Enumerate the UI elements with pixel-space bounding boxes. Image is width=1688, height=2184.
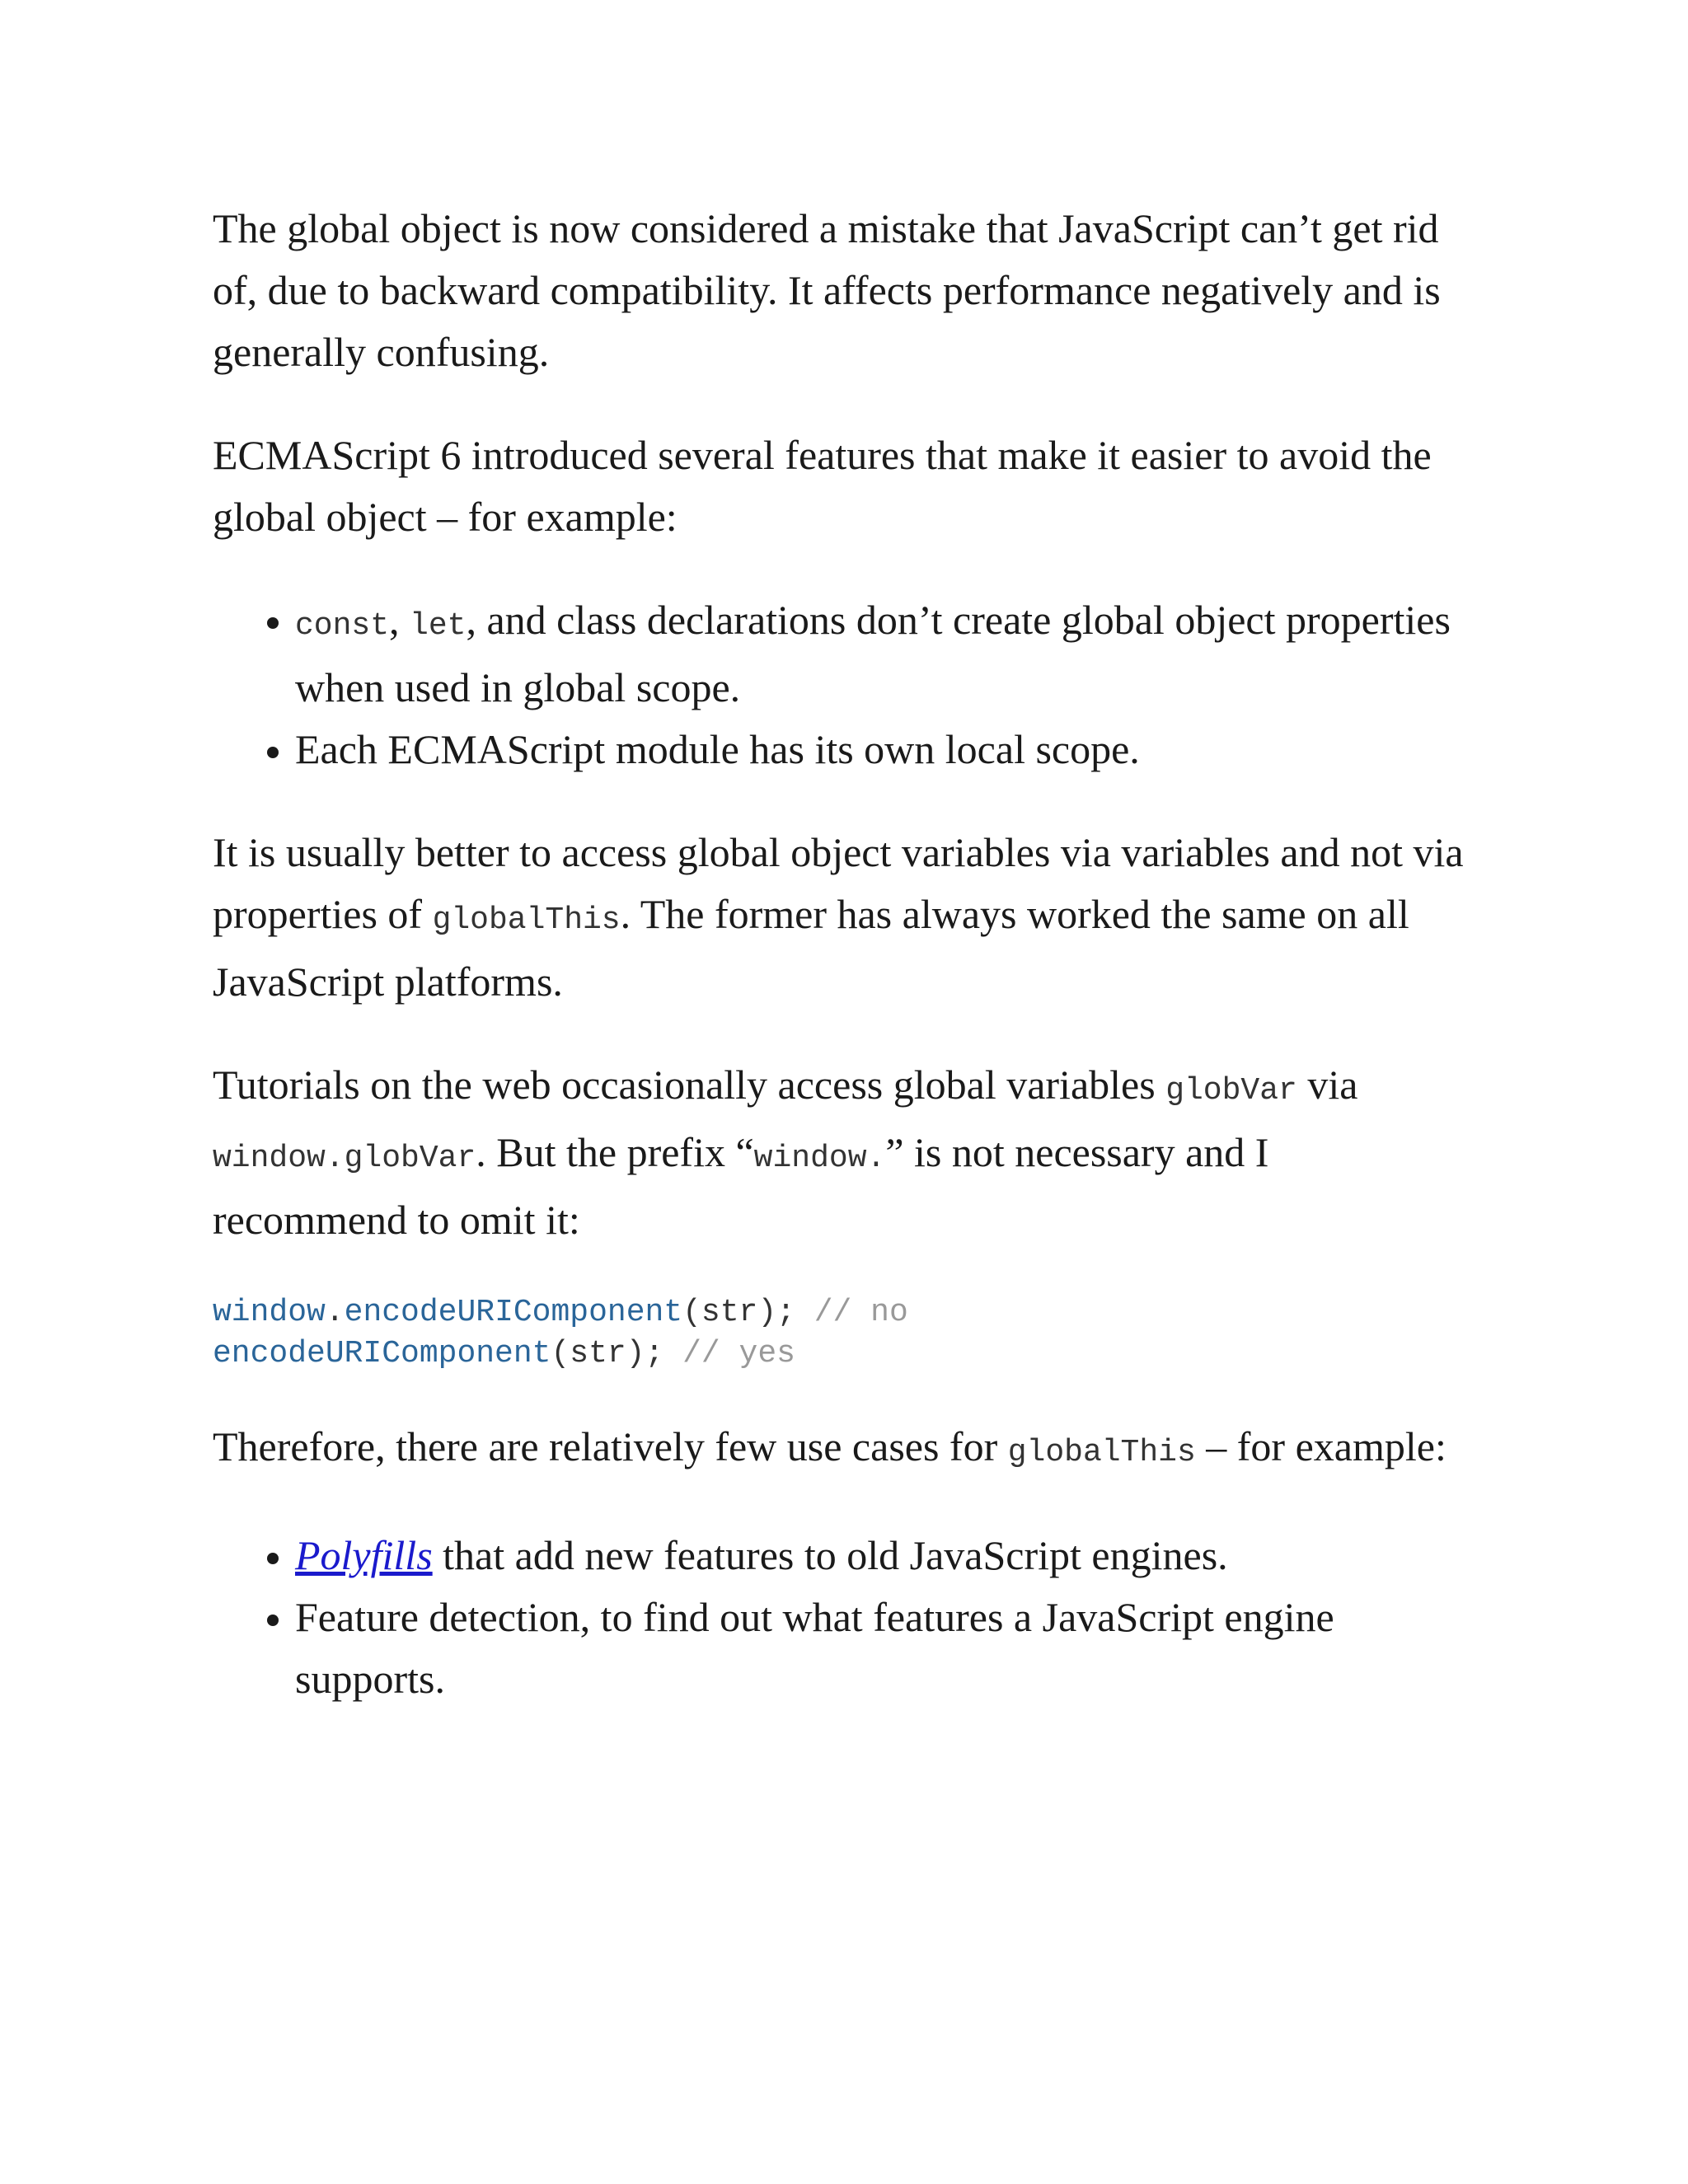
paragraph-use-cases: Therefore, there are relatively few use cases for globalThis – for example: — [213, 1423, 1447, 1470]
code-block — [213, 1292, 1465, 1375]
inline-code-globalthis: globalThis — [432, 902, 621, 938]
inline-code-globvar: globVar — [1165, 1073, 1297, 1108]
use-cases-list — [213, 1525, 1465, 1710]
inline-code-window-globvar: window.globVar — [213, 1141, 476, 1176]
list-item-polyfills: • Polyfills that add new features to old JavaScript engines. — [295, 1525, 1465, 1586]
list-item-module-scope: • Each ECMAScript module has its own local scope. — [295, 719, 1465, 780]
es6-features-list — [213, 589, 1465, 780]
inline-code-globalthis-2: globalThis — [1007, 1435, 1196, 1470]
document-page — [213, 198, 1465, 1751]
paragraph-es6-features: ECMAScript 6 introduced several features that make it easier to avoid the global object – for example: — [213, 432, 1432, 540]
inline-code-let: let — [410, 608, 467, 644]
code-line-1: window.encodeURIComponent(str); // no — [213, 1295, 908, 1330]
paragraph-tutorials-window: Tutorials on the web occasionally access global variables globVar via window.globVar. But the prefix “window.” is not necessary and I recommend to omit it: — [213, 1062, 1358, 1243]
paragraph-global-object-mistake: The global object is now considered a mistake that JavaScript can’t get rid of, due to backward compatibility. It affects performance negatively and is generally confusing. — [213, 205, 1441, 375]
polyfills-link[interactable]: Polyfills — [295, 1532, 433, 1578]
code-line-2: encodeURIComponent(str); // yes — [213, 1336, 795, 1371]
list-item-feature-detection: • Feature detection, to find out what features a JavaScript engine supports. — [295, 1586, 1465, 1710]
list-item-text: , and class declarations don’t create global object properties when used in global scope. — [295, 597, 1451, 710]
inline-code-window-prefix: window. — [753, 1141, 886, 1176]
paragraph-access-via-variables: It is usually better to access global object variables via variables and not via properties of globalThis. The former has always worked the same on all JavaScript platforms. — [213, 829, 1464, 1005]
inline-code-const: const — [295, 608, 390, 644]
list-item-declarations: • const, let, and class declarations don’t create global object properties when used in global scope. — [295, 589, 1465, 719]
